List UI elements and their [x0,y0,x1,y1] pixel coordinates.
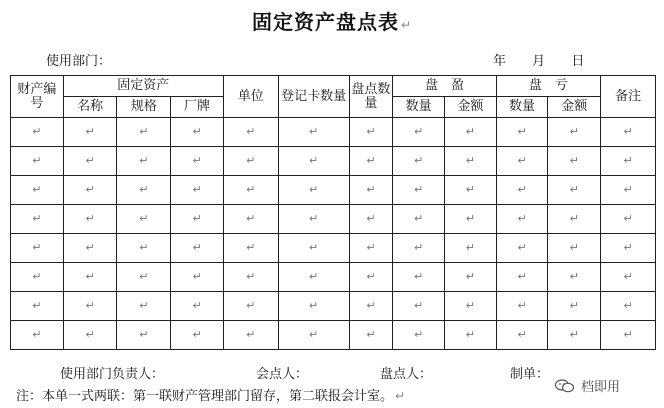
paragraph-mark: ↵ [517,125,527,138]
paragraph-mark: ↵ [32,183,42,196]
paragraph-mark: ↵ [569,154,579,167]
paragraph-mark: ↵ [309,328,319,341]
paragraph-mark: ↵ [366,183,376,196]
paragraph-mark: ↵ [32,299,42,312]
table-cell[interactable] [496,263,548,292]
paragraph-mark: ↵ [85,241,95,254]
table-cell[interactable] [444,321,496,350]
table-row [11,292,656,321]
paragraph-mark: ↵ [517,270,527,283]
table-cell[interactable] [223,321,278,350]
table-cell[interactable] [117,205,171,234]
paragraph-mark: ↵ [32,154,42,167]
table-cell[interactable] [548,176,601,205]
table-cell[interactable] [171,321,224,350]
header-brand: 厂牌 [171,97,224,118]
table-cell[interactable] [63,321,117,350]
table-row [11,205,656,234]
table-cell[interactable] [223,263,278,292]
wechat-icon [555,379,575,393]
paragraph-mark: ↵ [32,328,42,341]
paragraph-mark: ↵ [309,125,319,138]
paragraph-mark: ↵ [517,212,527,225]
dept-head-signature[interactable]: 使用部门负责人： [60,367,165,382]
table-cell[interactable] [548,263,601,292]
table-cell[interactable] [349,321,393,350]
paragraph-mark: ↵ [517,154,527,167]
paragraph-mark: ↵ [192,299,202,312]
table-cell[interactable] [601,321,656,350]
header-surplus-qty: 数量 [393,97,445,118]
table-cell[interactable] [117,263,171,292]
month-label: 月 [532,54,546,69]
table-cell[interactable] [63,118,117,147]
table-cell[interactable] [171,176,224,205]
counter-signature[interactable]: 会点人： [256,367,309,382]
table-cell[interactable] [393,292,445,321]
paragraph-mark: ↵ [85,270,95,283]
header-unit: 单位 [223,76,278,118]
table-cell[interactable] [117,118,171,147]
paragraph-mark: ↵ [569,299,579,312]
table-cell[interactable] [278,147,349,176]
table-cell[interactable] [444,176,496,205]
header-reg-card-qty: 登记卡数量 [278,76,349,118]
table-cell[interactable] [63,263,117,292]
paragraph-mark: ↵ [465,125,475,138]
paragraph-mark: ↵ [192,154,202,167]
table-cell[interactable] [63,234,117,263]
table-cell[interactable] [601,263,656,292]
table-cell[interactable] [11,263,64,292]
table-row [11,147,656,176]
paragraph-mark: ↵ [413,154,424,167]
table-cell[interactable] [496,321,548,350]
paragraph-mark: ↵ [465,299,475,312]
paragraph-mark: ↵ [569,328,579,341]
header-asset-no: 财产编号 [11,76,64,118]
paragraph-mark: ↵ [246,328,256,341]
table-cell[interactable] [393,205,445,234]
paragraph-mark: ↵ [465,212,475,225]
paragraph-mark: ↵ [139,125,149,138]
table-cell[interactable] [601,205,656,234]
table-cell[interactable] [496,147,548,176]
table-cell[interactable] [393,321,445,350]
paragraph-mark: ↵ [139,270,149,283]
table-cell[interactable] [171,205,224,234]
paragraph-mark: ↵ [246,154,256,167]
paragraph-mark: ↵ [139,183,149,196]
paragraph-mark: ↵ [32,241,42,254]
table-cell[interactable] [444,118,496,147]
dept-label: 使用部门： [46,54,112,69]
paragraph-mark: ↵ [309,183,319,196]
table-cell[interactable] [223,205,278,234]
paragraph-mark: ↵ [309,154,319,167]
paragraph-mark: ↵ [623,183,633,196]
table-cell[interactable] [171,263,224,292]
dept-field[interactable] [46,50,111,69]
header-surplus: 盘 盈 [393,76,496,97]
table-cell[interactable] [11,321,64,350]
table-row [11,321,656,350]
header-deficit-qty: 数量 [496,97,548,118]
table-cell[interactable] [278,292,349,321]
paragraph-mark: ↵ [465,154,475,167]
preparer-signature[interactable]: 制单： [510,367,550,382]
table-cell[interactable] [63,292,117,321]
header-deficit-amt: 金额 [548,97,601,118]
paragraph-mark: ↵ [192,328,202,341]
table-cell[interactable] [11,118,64,147]
table-cell[interactable] [601,292,656,321]
table-cell[interactable] [11,205,64,234]
table-row [11,234,656,263]
paragraph-mark: ↵ [465,183,475,196]
paragraph-mark: ↵ [309,270,319,283]
paragraph-mark: ↵ [413,183,424,196]
table-body [11,118,656,350]
table-cell[interactable] [601,176,656,205]
table-cell[interactable] [117,176,171,205]
paragraph-mark: ↵ [246,183,256,196]
paragraph-mark: ↵ [366,154,376,167]
table-cell[interactable] [278,118,349,147]
table-cell[interactable] [349,292,393,321]
table-cell[interactable] [278,263,349,292]
table-cell[interactable] [393,176,445,205]
paragraph-mark: ↵ [32,125,42,138]
paragraph-mark: ↵ [246,241,256,254]
paragraph-mark: ↵ [366,328,376,341]
paragraph-mark: ↵ [413,328,424,341]
table-cell[interactable] [117,292,171,321]
inventory-table [10,75,656,350]
header-deficit: 盘 亏 [496,76,600,97]
paragraph-mark: ↵ [192,125,202,138]
paragraph-mark: ↵ [192,183,202,196]
table-cell[interactable] [601,118,656,147]
table-cell[interactable] [278,176,349,205]
watermark-text: 档即用 [581,380,621,395]
paragraph-mark: ↵ [517,241,527,254]
table-row [11,118,656,147]
paragraph-mark: ↵ [366,212,376,225]
paragraph-mark: ↵ [246,299,256,312]
table-cell[interactable] [349,205,393,234]
table-row [11,176,656,205]
day-label: 日 [571,54,585,69]
paragraph-mark: ↵ [413,270,424,283]
paragraph-mark: ↵ [139,299,149,312]
paragraph-mark: ↵ [85,183,95,196]
table-cell[interactable] [601,234,656,263]
year-label: 年 [493,54,507,69]
table-cell[interactable] [548,292,601,321]
table-cell[interactable] [393,118,445,147]
paragraph-mark: ↵ [400,18,413,32]
checker-signature[interactable]: 盘点人： [380,367,433,382]
table-cell[interactable] [223,292,278,321]
paragraph-mark: ↵ [569,183,579,196]
paragraph-mark: ↵ [517,299,527,312]
paragraph-mark: ↵ [413,125,424,138]
paragraph-mark: ↵ [32,270,42,283]
paragraph-mark: ↵ [413,299,424,312]
table-cell[interactable] [63,176,117,205]
table-cell[interactable] [11,292,64,321]
table-cell[interactable] [171,118,224,147]
paragraph-mark: ↵ [32,212,42,225]
paragraph-mark: ↵ [139,328,149,341]
paragraph-mark: ↵ [465,241,475,254]
footnote [16,385,405,404]
table-cell[interactable] [223,118,278,147]
paragraph-mark: ↵ [366,241,376,254]
table-cell[interactable] [117,321,171,350]
table-cell[interactable] [496,292,548,321]
table-cell[interactable] [349,263,393,292]
date-field [493,50,584,69]
table-cell[interactable] [496,118,548,147]
table-cell[interactable] [444,292,496,321]
table-cell[interactable] [496,205,548,234]
table-cell[interactable] [393,263,445,292]
header-spec: 规格 [117,97,171,118]
table-cell[interactable] [444,263,496,292]
paragraph-mark: ↵ [569,241,579,254]
table-cell[interactable] [444,234,496,263]
page-title [0,6,664,35]
paragraph-mark: ↵ [139,212,149,225]
table-cell[interactable] [444,147,496,176]
table-cell[interactable] [548,321,601,350]
table-cell[interactable] [278,205,349,234]
table-cell[interactable] [278,321,349,350]
paragraph-mark: ↵ [85,299,95,312]
table-cell[interactable] [223,234,278,263]
paragraph-mark: ↵ [623,241,633,254]
table-cell[interactable] [393,234,445,263]
header-surplus-amt: 金额 [444,97,496,118]
paragraph-mark: ↵ [517,328,527,341]
table-cell[interactable] [601,147,656,176]
table-cell[interactable] [548,205,601,234]
paragraph-mark: ↵ [623,270,633,283]
paragraph-mark: ↵ [569,125,579,138]
table-cell[interactable] [496,234,548,263]
paragraph-mark: ↵ [85,328,95,341]
table-cell[interactable] [349,176,393,205]
paragraph-mark: ↵ [85,212,95,225]
paragraph-mark: ↵ [139,154,149,167]
table-cell[interactable] [349,234,393,263]
table-cell[interactable] [278,234,349,263]
table-cell[interactable] [393,147,445,176]
table-cell[interactable] [496,176,548,205]
paragraph-mark: ↵ [246,270,256,283]
header-count-qty: 盘点数量 [349,76,393,118]
header-fixed-asset: 固定资产 [63,76,223,97]
table-cell[interactable] [223,176,278,205]
paragraph-mark: ↵ [465,270,475,283]
paragraph-mark: ↵ [309,299,319,312]
header-remark: 备注 [601,76,656,118]
watermark [555,376,620,395]
paragraph-mark: ↵ [85,154,95,167]
paragraph-mark: ↵ [366,299,376,312]
paragraph-mark: ↵ [623,125,633,138]
table-cell[interactable] [11,234,64,263]
table-cell[interactable] [63,205,117,234]
table-cell[interactable] [349,147,393,176]
note-text: 注：本单一式两联：第一联财产管理部门留存，第二联报会计室。 [16,389,394,404]
table-cell[interactable] [171,292,224,321]
table-cell[interactable] [11,176,64,205]
table-cell[interactable] [171,234,224,263]
paragraph-mark: ↵ [366,270,376,283]
paragraph-mark: ↵ [309,212,319,225]
paragraph-mark: ↵ [309,241,319,254]
paragraph-mark: ↵ [246,212,256,225]
paragraph-mark: ↵ [192,270,202,283]
paragraph-mark: ↵ [246,125,256,138]
paragraph-mark: ↵ [623,154,633,167]
table-cell[interactable] [548,234,601,263]
paragraph-mark: ↵ [366,125,376,138]
table-cell[interactable] [171,147,224,176]
paragraph-mark: ↵ [139,241,149,254]
paragraph-mark: ↵ [413,241,424,254]
table-cell[interactable] [117,147,171,176]
paragraph-mark: ↵ [85,125,95,138]
table-cell[interactable] [349,118,393,147]
paragraph-mark: ↵ [623,212,633,225]
table-cell[interactable] [63,147,117,176]
paragraph-mark: ↵ [623,328,633,341]
table-cell[interactable] [444,205,496,234]
header-name: 名称 [63,97,117,118]
table-cell[interactable] [11,147,64,176]
paragraph-mark: ↵ [465,328,475,341]
title-text: 固定资产盘点表 [251,10,399,34]
table-cell[interactable] [548,118,601,147]
table-row [11,263,656,292]
paragraph-mark: ↵ [623,299,633,312]
paragraph-mark: ↵ [413,212,424,225]
paragraph-mark: ↵ [192,212,202,225]
table-cell[interactable] [117,234,171,263]
paragraph-mark: ↵ [192,241,202,254]
table-cell[interactable] [548,147,601,176]
paragraph-mark: ↵ [569,270,579,283]
paragraph-mark: ↵ [395,389,406,403]
table-cell[interactable] [223,147,278,176]
paragraph-mark: ↵ [569,212,579,225]
paragraph-mark: ↵ [517,183,527,196]
